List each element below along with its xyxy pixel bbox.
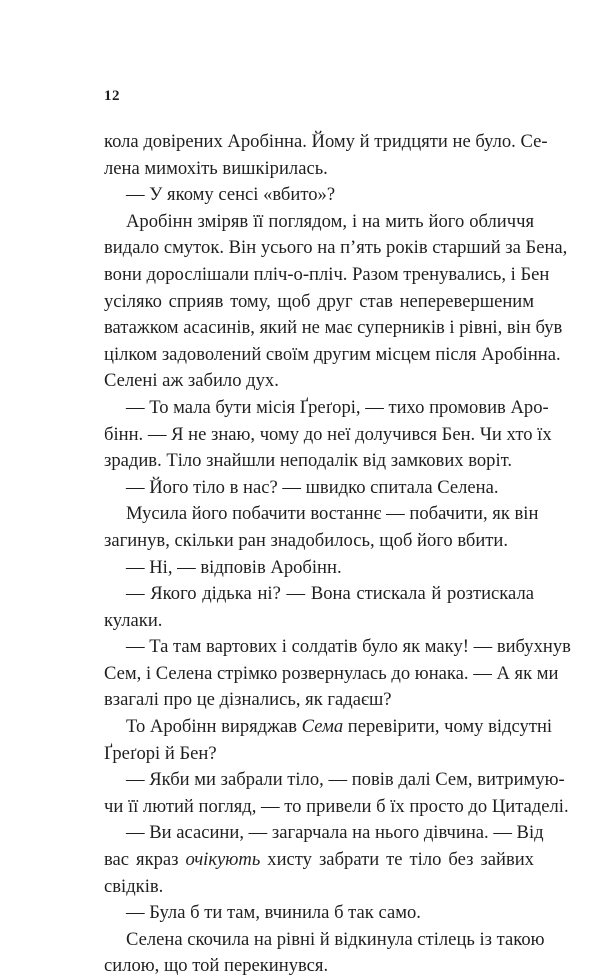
text-line: кулаки. — [104, 609, 163, 631]
text-line: Селені аж забило дух. — [104, 370, 279, 392]
text-line: Ґреґорі й Бен? — [104, 742, 217, 764]
text-line: — Ні, — відповів Аробінн. — [126, 556, 342, 578]
text-line: свідків. — [104, 875, 164, 897]
text-line: — Та там вартових і солдатів було як маку! — вибухнув — [126, 636, 571, 658]
text-line: — Його тіло в нас? — швидко спитала Селена. — [126, 476, 499, 498]
text-line: силою, що той перекинувся. — [104, 955, 329, 977]
text-line: чи її лютий погляд, — то привели б їх просто до Цитаделі. — [104, 795, 569, 817]
text-line: — Була б ти там, вчинила б так само. — [126, 902, 421, 924]
text-line: загинув, скільки ран знадобилось, щоб його вбити. — [104, 529, 509, 551]
text-line: кола довірених Аробінна. Йому й тридцяти не було. Се- — [104, 131, 548, 152]
text-line: вони дорослішали пліч-о-пліч. Разом тренувались, і Бен — [104, 263, 550, 285]
text-line: — У якому сенсі «вбито»? — [126, 184, 336, 206]
text-line: Селена скочила на рівні й відкинула стілець із такою — [126, 928, 545, 950]
text-line: цілком задоволений своїм другим місцем після Аробінна. — [104, 343, 561, 365]
text-line: — Ви асасини, — загарчала на нього дівчина. — Від — [126, 822, 544, 844]
text-line: зрадив. Тіло знайшли неподалік від замкових воріт. — [104, 450, 513, 472]
text-line: Мусила його побачити востаннє — побачити, як він — [126, 503, 539, 525]
text-line: — То мала бути місія Ґреґорі, — тихо промовив Аро- — [126, 396, 549, 418]
text-line: бінн. — Я не знаю, чому до неї долучився Бен. Чи хто їх — [104, 423, 552, 445]
text-line: видало смуток. Він усього на п’ять років старший за Бена, — [104, 237, 568, 259]
text-line: То Аробінн виряджав Сема перевірити, чому відсутні — [126, 716, 553, 738]
text-line: Аробінн зміряв її поглядом, і на мить його обличчя — [126, 210, 534, 232]
text-line: Сем, і Селена стрімко розвернулась до юнака. — А як ми — [104, 662, 559, 684]
text-line: — Якого дідька ні? — Вона стискала й розтискала — [126, 583, 534, 605]
page-number: 12 — [104, 88, 120, 104]
text-line: ватажком асасинів, який не має суперників і рівні, він був — [104, 317, 563, 339]
text-line: лена мимохіть вишкірилась. — [104, 157, 328, 179]
text-line: — Якби ми забрали тіло, — повів далі Сем, витримую- — [126, 769, 565, 791]
text-line: усіляко сприяв тому, щоб друг став неперевершеним — [104, 290, 534, 312]
body-text — [104, 129, 571, 980]
text-line: вас якраз очікують хисту забрати те тіло без зайвих — [104, 849, 534, 871]
text-line: взагалі про це дізнались, як гадаєш? — [104, 689, 392, 711]
